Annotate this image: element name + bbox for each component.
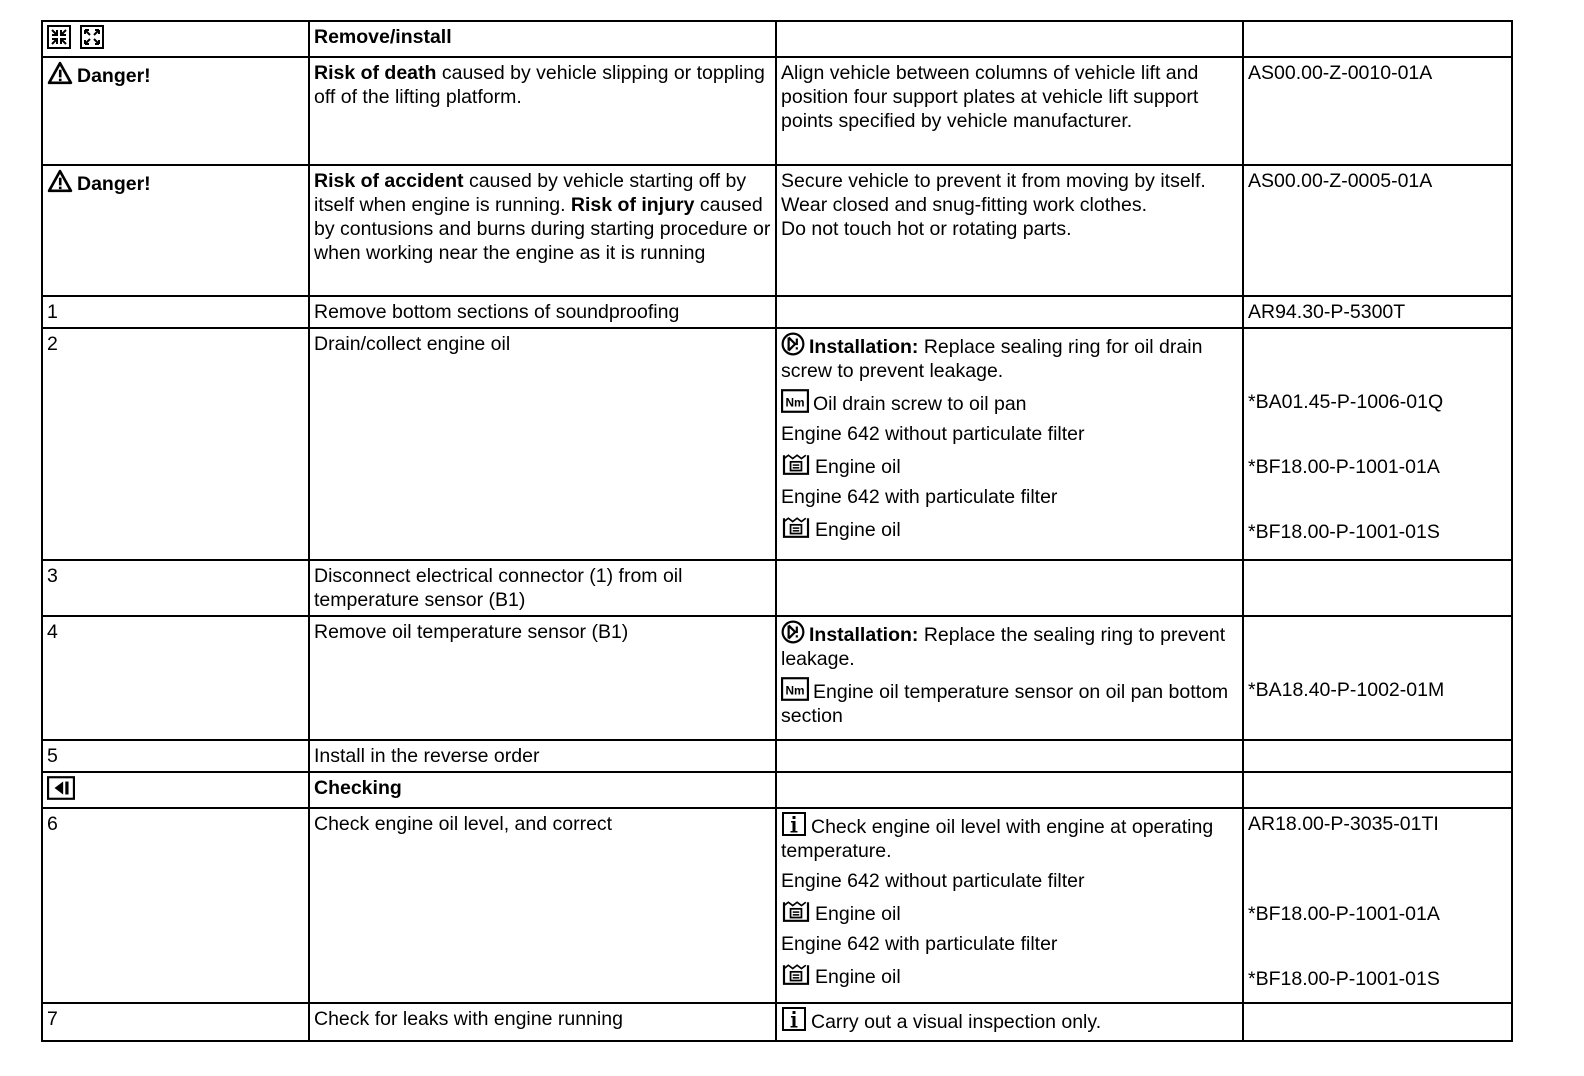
reference-link[interactable]: AS00.00-Z-0005-01A (1243, 165, 1512, 296)
step-row (42, 328, 1512, 560)
step-text: Install in the reverse order (309, 740, 776, 772)
step-text: Drain/collect engine oil (309, 328, 776, 560)
reference-link[interactable]: *BA01.45-P-1006-01Q (1248, 391, 1444, 413)
warning-triangle-icon (47, 169, 73, 193)
danger-measure-text: Secure vehicle to prevent it from moving by itself. Wear closed and snug-fitting work clothes. Do not touch hot or rotating parts. (776, 165, 1243, 296)
install-icon (80, 25, 104, 49)
info-icon (781, 812, 807, 836)
danger-risk-text: Risk of death caused by vehicle slipping or toppling off of the lifting platform. (309, 57, 776, 165)
installation-icon (781, 620, 805, 644)
step-text: Check for leaks with engine running (309, 1003, 776, 1041)
engine-oil-icon (781, 962, 811, 986)
step-notes: Carry out a visual inspection only. (776, 1003, 1243, 1041)
step-notes: Installation: Replace sealing ring for oil drain screw to prevent leakage. Oil drain screw to oil pan Engine 642 without particulate filter Engine oil Engine 642 with particulate filter Engine oil (776, 328, 1243, 560)
step-row (42, 1003, 1512, 1041)
reference-link[interactable]: *BF18.00-P-1001-01S (1248, 968, 1440, 990)
step-row (42, 616, 1512, 740)
reference-link[interactable]: AS00.00-Z-0010-01A (1243, 57, 1512, 165)
info-icon (781, 1007, 807, 1031)
step-row (42, 740, 1512, 772)
engine-oil-icon (781, 515, 811, 539)
checking-icon (47, 776, 75, 800)
step-text: Check engine oil level, and correct (309, 808, 776, 1003)
remove-icon (47, 25, 71, 49)
step-number: 7 (42, 1003, 309, 1041)
step-row (42, 296, 1512, 328)
engine-oil-icon (781, 452, 811, 476)
danger-row (42, 57, 1512, 165)
danger-measure-text: Align vehicle between columns of vehicle lift and position four support plates at vehicle lift support points specified by vehicle manufacturer. (776, 57, 1243, 165)
step-number: 1 (42, 296, 309, 328)
step-text: Remove bottom sections of soundproofing (309, 296, 776, 328)
step-text: Remove oil temperature sensor (B1) (309, 616, 776, 740)
reference-link[interactable]: AR18.00-P-3035-01TI (1248, 813, 1439, 835)
section-row-checking (42, 772, 1512, 808)
danger-label: Danger! (77, 173, 151, 195)
step-number: 4 (42, 616, 309, 740)
step-number: 6 (42, 808, 309, 1003)
engine-oil-icon (781, 899, 811, 923)
danger-label: Danger! (77, 65, 151, 87)
step-text: Disconnect electrical connector (1) from oil temperature sensor (B1) (309, 560, 776, 616)
danger-risk-text: Risk of accident caused by vehicle starting off by itself when engine is running. Risk of injury caused by contusions and burns during starting procedure or when working near the engine as it is running (309, 165, 776, 296)
warning-triangle-icon (47, 61, 73, 85)
section-icons-cell (42, 21, 309, 57)
step-notes: Installation: Replace the sealing ring to prevent leakage. Engine oil temperature sensor on oil pan bottom section (776, 616, 1243, 740)
reference-link[interactable]: *BF18.00-P-1001-01A (1248, 903, 1440, 925)
installation-icon (781, 332, 805, 356)
step-notes: Check engine oil level with engine at operating temperature. Engine 642 without particulate filter Engine oil Engine 642 with particulate filter Engine oil (776, 808, 1243, 1003)
reference-link[interactable]: *BF18.00-P-1001-01A (1248, 456, 1440, 478)
reference-link[interactable]: *BA18.40-P-1002-01M (1248, 679, 1445, 701)
procedure-table (41, 20, 1513, 1042)
section-title: Checking (309, 772, 776, 808)
step-row (42, 808, 1512, 1003)
reference-link[interactable]: AR94.30-P-5300T (1243, 296, 1512, 328)
step-number: 3 (42, 560, 309, 616)
danger-row (42, 165, 1512, 296)
step-number: 2 (42, 328, 309, 560)
section-row-remove-install (42, 21, 1512, 57)
section-title: Remove/install (309, 21, 776, 57)
step-number: 5 (42, 740, 309, 772)
torque-nm-icon (781, 677, 809, 701)
step-row (42, 560, 1512, 616)
reference-link[interactable]: *BF18.00-P-1001-01S (1248, 521, 1440, 543)
torque-nm-icon (781, 389, 809, 413)
